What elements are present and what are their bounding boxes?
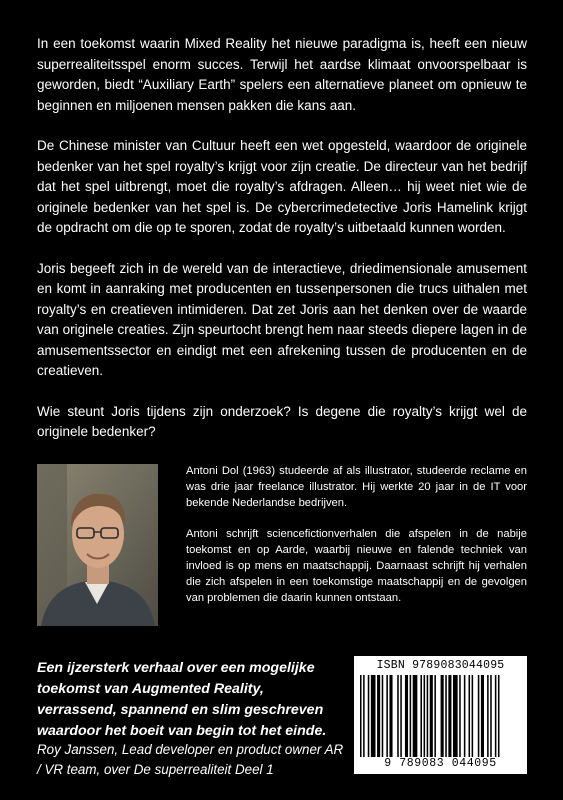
barcode-bar <box>360 675 362 757</box>
barcode-bar <box>495 675 497 757</box>
barcode-bar <box>400 675 402 757</box>
blurb-paragraph: Wie steunt Joris tijdens zijn onderzoek? Is degene die royalty’s krijgt wel de originele bedenker? <box>37 403 527 439</box>
barcode-bar <box>448 675 451 757</box>
barcode-bar <box>445 675 447 757</box>
barcode-bar <box>481 675 484 757</box>
barcode-bar <box>430 675 433 757</box>
author-bio <box>186 463 527 621</box>
barcode-bar <box>363 675 365 757</box>
blurb-paragraph: Joris begeeft zich in de wereld van de interactieve, driedimensionale amusement en komt in aanraking met producenten en tussenpersonen die trucs uithalen met royalty’s en creatieven intimideren. Dat zet Joris aan het denken over de waarde van originele creaties. Zijn speurtocht brengt hem naar steeds diepere lagen in de amusementssector en eindigt met een afrekening tussen de producenten en de creatieven. <box>37 260 527 378</box>
barcode-bar <box>464 675 466 757</box>
barcode-bar <box>487 675 489 757</box>
barcode-bar <box>389 675 392 757</box>
isbn-digits: 9 789083 044095 <box>384 757 497 770</box>
barcode-bar <box>427 675 429 757</box>
barcode-bar <box>413 675 418 757</box>
barcode-bar <box>382 675 384 757</box>
barcode-bar <box>410 675 412 757</box>
barcode-bar <box>397 675 399 757</box>
author-bio-paragraph: Antoni Dol (1963) studeerde af als illustrator, studeerde reclame en was drie jaar freelance illustrator. Hij werkte 20 jaar in de IT voor bekende Nederlandse bedrijven. <box>186 465 527 510</box>
barcode-bar <box>434 675 436 757</box>
blurb-paragraph: In een toekomst waarin Mixed Reality het nieuwe paradigma is, heeft een nieuw superrealiteitsspel enorm succes. Terwijl het aardse klimaat onvoorspelbaar is geworden, biedt “Auxiliary Earth” spelers een alternatieve planeet om opnieuw te beginnen en miljoenen mensen pakken die kans aan. <box>37 36 527 113</box>
barcode-bars <box>360 675 521 757</box>
barcode-bar <box>441 675 444 757</box>
barcode-bar <box>368 675 370 757</box>
author-photo <box>37 464 158 626</box>
barcode-bar <box>386 675 388 757</box>
barcode-bar <box>459 675 461 757</box>
back-cover-blurb <box>37 34 527 463</box>
barcode-bar <box>453 675 458 757</box>
review-quote: Een ijzersterk verhaal over een mogelijke toekomst van Augmented Reality, verrassend, spannend en slim geschreven waardoor het boeit van begin tot het einde. <box>37 660 327 739</box>
isbn-barcode <box>354 656 527 774</box>
barcode-bar <box>371 675 376 757</box>
author-bio-paragraph: Antoni schrijft sciencefictionverhalen die afspelen in de nabije toekomst en op Aarde, waarbij nieuwe en falende techniek van invloed is op mens en maatschappij. Daarnaast schrijft hij verhalen die zich afspelen in een toekomstige maatschappij en de gevolgen van problemen die daarin kunnen ontstaan. <box>186 527 527 605</box>
barcode-bar <box>490 675 492 757</box>
barcode-bar <box>469 675 471 757</box>
isbn-label: ISBN 9789083044095 <box>376 659 505 672</box>
barcode-bar <box>478 675 480 757</box>
barcode-bar <box>420 675 422 757</box>
barcode-bar <box>424 675 426 757</box>
barcode-bar <box>377 675 380 757</box>
blurb-paragraph: De Chinese minister van Cultuur heeft een wet opgesteld, waardoor de originele bedenker van het spel royalty’s krijgt voor zijn creatie. De directeur van het bedrijf dat het spel uitbrengt, moet die royalty’s afdragen. Alleen… hij weet niet wie de originele bedenker van het spel is. De cybercrimedetective Joris Hamelink krijgt de opdracht om die op te sporen, zodat de royalty’s uitbetaald kunnen worden. <box>37 138 527 235</box>
barcode-bar <box>472 675 474 757</box>
barcode-bar <box>498 675 500 757</box>
review-quote-author: Roy Janssen, Lead developer en product owner AR / VR team, over De superrealiteit Deel 1 <box>37 742 344 777</box>
barcode-bar <box>405 675 408 757</box>
